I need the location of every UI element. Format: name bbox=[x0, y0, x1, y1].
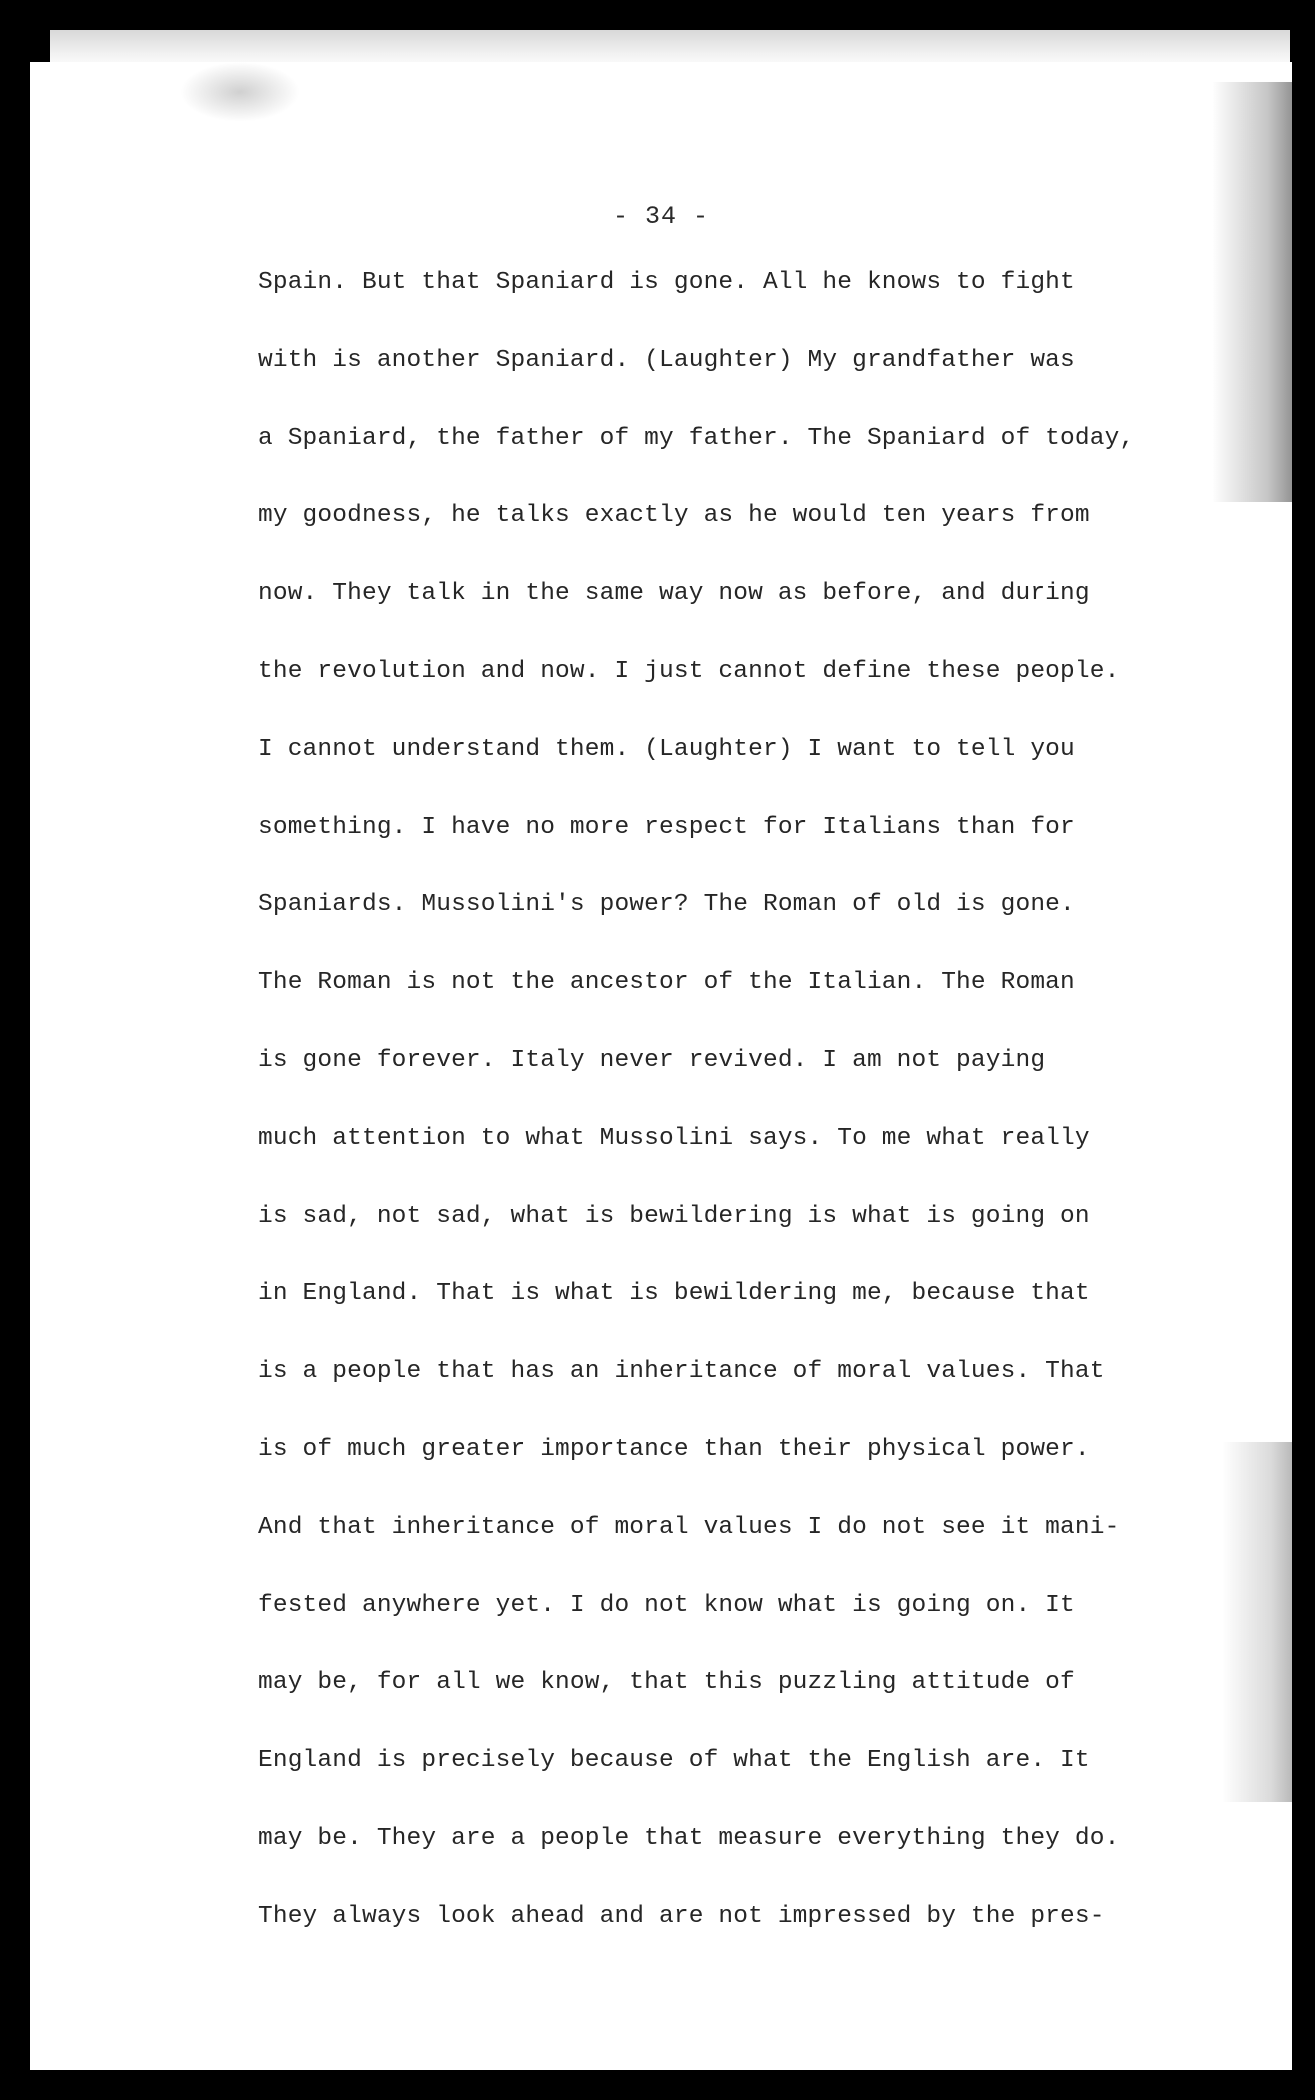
text-line: a Spaniard, the father of my father. The Spaniard of today, bbox=[258, 424, 1135, 452]
text-line: England is precisely because of what the English are. It bbox=[258, 1747, 1090, 1775]
text-line: And that inheritance of moral values I do not see it mani- bbox=[258, 1513, 1120, 1541]
text-line: fested anywhere yet. I do not know what is going on. It bbox=[258, 1591, 1075, 1619]
text-line: They always look ahead and are not impressed by the pres- bbox=[258, 1902, 1105, 1930]
typewritten-page bbox=[30, 62, 1292, 2070]
page-body bbox=[258, 263, 1258, 1975]
text-line: The Roman is not the ancestor of the Italian. The Roman bbox=[258, 969, 1075, 997]
text-line: I cannot understand them. (Laughter) I want to tell you bbox=[258, 735, 1075, 763]
text-line: Spain. But that Spaniard is gone. All he knows to fight bbox=[258, 269, 1075, 296]
text-line: much attention to what Mussolini says. To me what really bbox=[258, 1124, 1090, 1152]
scan-smudge bbox=[180, 62, 300, 122]
text-line: is a people that has an inheritance of moral values. That bbox=[258, 1358, 1105, 1386]
text-line: is of much greater importance than their physical power. bbox=[258, 1435, 1090, 1463]
text-line: with is another Spaniard. (Laughter) My grandfather was bbox=[258, 346, 1075, 374]
text-line: may be. They are a people that measure everything they do. bbox=[258, 1824, 1120, 1852]
text-line: the revolution and now. I just cannot define these people. bbox=[258, 657, 1120, 685]
text-line: is sad, not sad, what is bewildering is what is going on bbox=[258, 1202, 1090, 1230]
text-line: my goodness, he talks exactly as he would ten years from bbox=[258, 502, 1090, 530]
text-line: now. They talk in the same way now as before, and during bbox=[258, 580, 1090, 608]
text-line: Spaniards. Mussolini's power? The Roman of old is gone. bbox=[258, 891, 1075, 919]
text-line: in England. That is what is bewildering me, because that bbox=[258, 1280, 1090, 1308]
text-line: is gone forever. Italy never revived. I am not paying bbox=[258, 1046, 1046, 1074]
text-line: may be, for all we know, that this puzzling attitude of bbox=[258, 1669, 1075, 1697]
page-number: - 34 - bbox=[612, 202, 709, 231]
text-line: something. I have no more respect for Italians than for bbox=[258, 813, 1075, 841]
